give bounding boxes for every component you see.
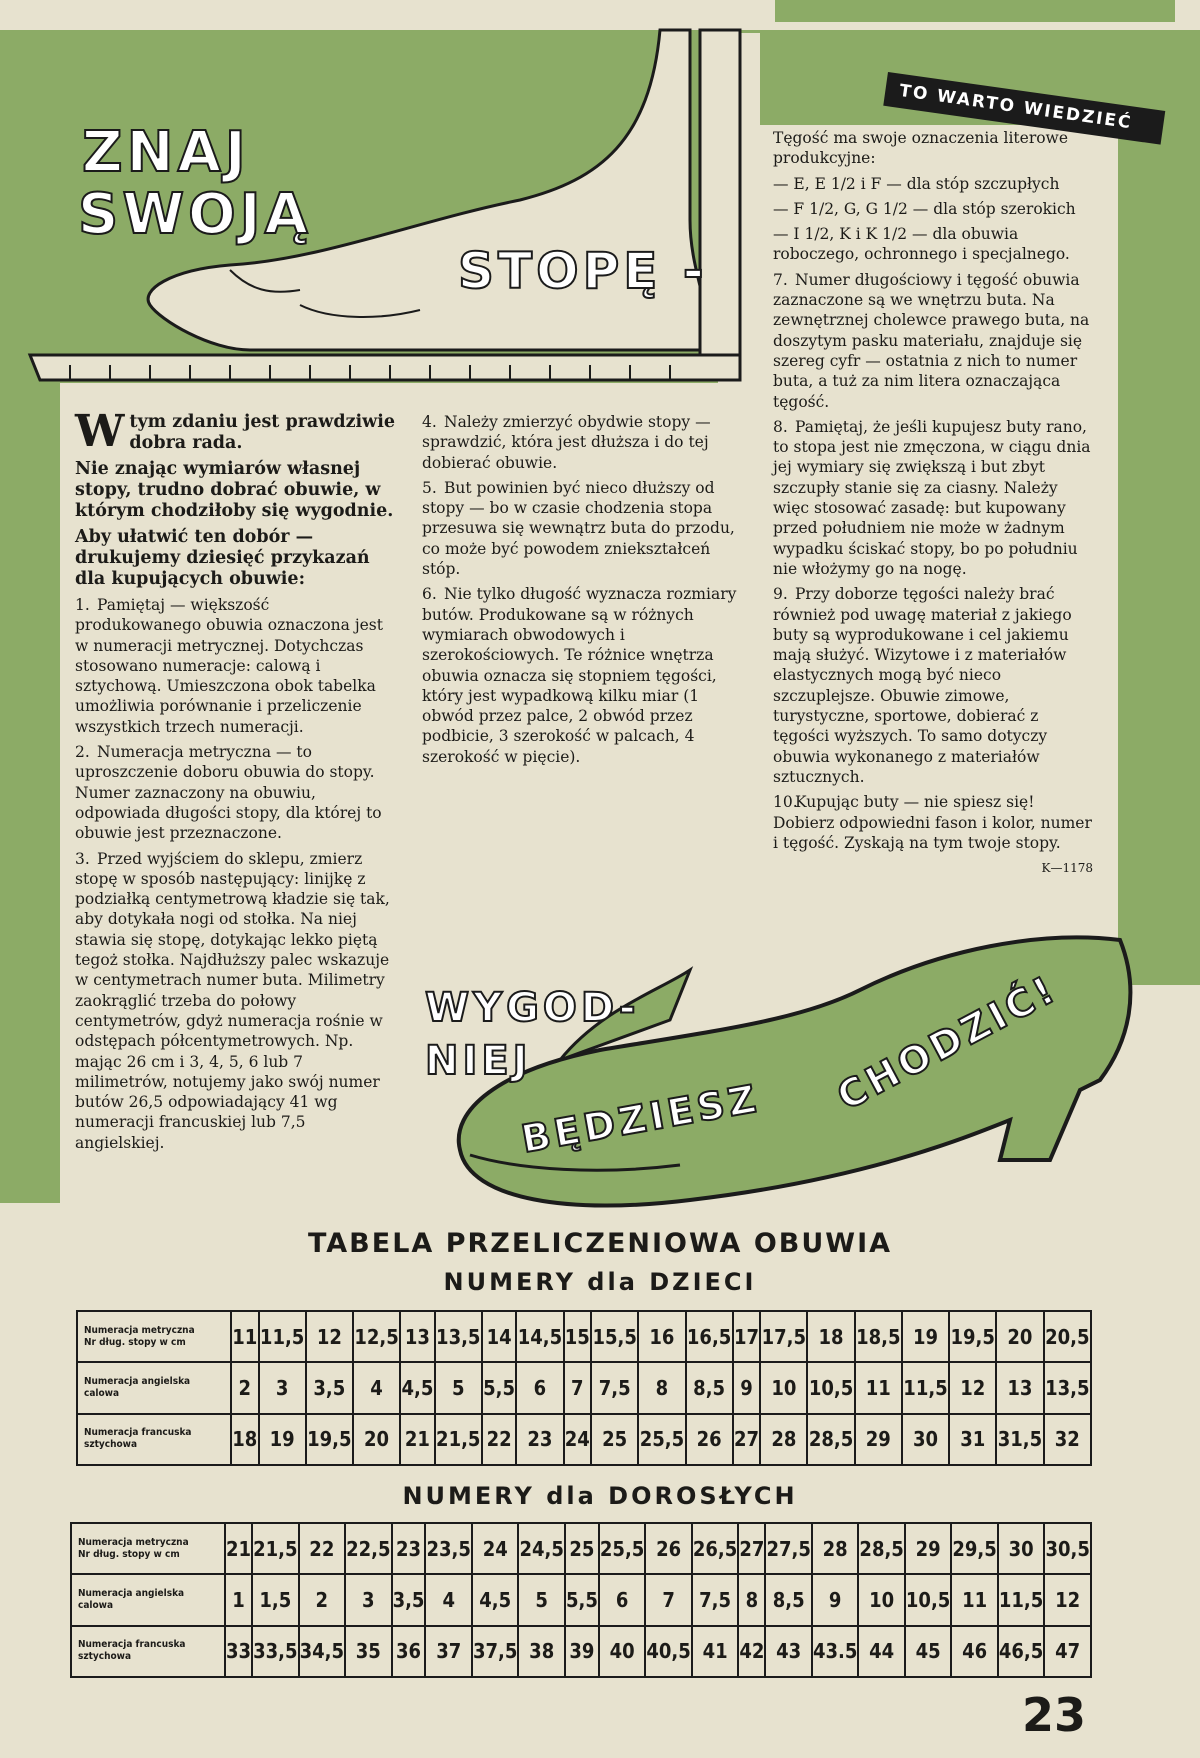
size-cell: 5,5 (565, 1574, 599, 1625)
size-cell: 13 (400, 1311, 434, 1362)
size-cell: 9 (812, 1574, 858, 1625)
title-stope: STOPĘ - (458, 242, 708, 300)
size-cell: 12 (949, 1362, 996, 1413)
size-cell: 11,5 (259, 1311, 306, 1362)
size-cell: 26 (686, 1414, 733, 1465)
size-cell: 29 (855, 1414, 902, 1465)
size-cell: 40,5 (645, 1626, 691, 1677)
title-wygod: WYGOD- (425, 985, 640, 1031)
size-cell: 24 (564, 1414, 592, 1465)
size-cell: 30 (998, 1523, 1044, 1574)
size-cell: 19,5 (306, 1414, 353, 1465)
size-cell: 3,5 (392, 1574, 426, 1625)
size-cell: 8,5 (686, 1362, 733, 1413)
size-cell: 35 (345, 1626, 391, 1677)
size-cell: 10,5 (905, 1574, 951, 1625)
size-cell: 10 (858, 1574, 904, 1625)
size-cell: 3 (345, 1574, 391, 1625)
row-label-line: Numeracja francuska (84, 1427, 192, 1439)
size-cell: 15 (564, 1311, 592, 1362)
size-cell: 14,5 (516, 1311, 563, 1362)
size-cell: 25 (565, 1523, 599, 1574)
row-label (77, 1362, 231, 1413)
size-cell: 7,5 (591, 1362, 638, 1413)
row-label-line: sztychowa (78, 1651, 132, 1663)
row-label (71, 1523, 225, 1574)
size-cell: 13,5 (435, 1311, 482, 1362)
size-cell: 9 (733, 1362, 761, 1413)
size-cell: 27 (733, 1414, 761, 1465)
size-cell: 29 (905, 1523, 951, 1574)
size-cell: 8 (738, 1574, 765, 1625)
size-cell: 4 (425, 1574, 471, 1625)
size-cell: 10,5 (807, 1362, 854, 1413)
kids-row (77, 1362, 1091, 1413)
size-cell: 7 (564, 1362, 592, 1413)
size-cell: 1 (225, 1574, 252, 1625)
size-cell: 31,5 (996, 1414, 1043, 1465)
adults-size-table (70, 1522, 1092, 1678)
row-label-line: Numeracja angielska (84, 1375, 191, 1387)
size-cell: 3 (259, 1362, 306, 1413)
size-cell: 19,5 (949, 1311, 996, 1362)
size-cell: 6 (599, 1574, 645, 1625)
title-swoja: SWOJĄ (78, 182, 312, 247)
size-cell: 22 (482, 1414, 516, 1465)
title-bedziesz: BĘDZIESZ (518, 1076, 764, 1162)
size-cell: 24,5 (518, 1523, 564, 1574)
size-cell: 32 (1044, 1414, 1091, 1465)
size-cell: 2 (299, 1574, 345, 1625)
text-column-3 (773, 128, 1093, 883)
signature: K—1178 (1041, 861, 1093, 876)
banner-text: TO WARTO WIEDZIEĆ (898, 80, 1134, 134)
left-margin-strip (0, 383, 60, 1203)
item-3: 3. Przed wyjściem do sklepu, zmierz stopę w sposób następujący: linijkę z podziałką centymetrową kładzie się tak, aby dotykała nogi od stołka. Na niej stawia się stopę, dotykając lekko piętą tegoż stołka. Najdłuższy palec wskazuje w centymetrach numer buta. Milimetry zaokrąglić trzeba do połowy centymetrów, gdyż numeracja rośnie w odstępach półcentymetrowych. Np. mając 26 cm i 3, 4, 5, 6 lub 7 milimetrów, notujemy jako swój numer butów 26,5 odpowiadający 41 wg numeracji francuskiej lub 7,5 angielskiej. (75, 849, 390, 1152)
page-number: 23 (1022, 1688, 1087, 1742)
size-cell: 26 (645, 1523, 691, 1574)
table-title: TABELA PRZELICZENIOWA OBUWIA (307, 1228, 893, 1259)
size-cell: 11 (855, 1362, 902, 1413)
size-cell: 11 (231, 1311, 259, 1362)
size-cell: 46,5 (998, 1626, 1044, 1677)
right-margin-strip (1118, 125, 1200, 985)
size-cell: 15,5 (591, 1311, 638, 1362)
size-cell: 5 (518, 1574, 564, 1625)
size-cell: 41 (692, 1626, 738, 1677)
row-label-line: Nr dług. stopy w cm (84, 1336, 186, 1348)
row-label-line: Numeracja angielska (78, 1587, 185, 1599)
row-label (71, 1574, 225, 1625)
size-cell: 27,5 (765, 1523, 811, 1574)
size-cell: 46 (951, 1626, 997, 1677)
row-label-line: Numeracja metryczna (84, 1324, 195, 1336)
size-cell: 45 (905, 1626, 951, 1677)
item-8: 8. Pamiętaj, że jeśli kupujesz buty rano, to stopa jest nie zmęczona, w ciągu dnia jej wymiary się zwiększą i but zbyt szczupły stanie się za ciasny. Należy więc stosować zasadę: but kupowany przed południem nie może w żadnym wypadku ściskać stopy, bo po południu nie włożymy go na nogę. (773, 417, 1091, 578)
size-cell: 6 (516, 1362, 563, 1413)
size-cell: 30 (902, 1414, 949, 1465)
item-6: 6. Nie tylko długość wyznacza rozmiary butów. Produkowane są w różnych wymiarach obwodowych i szerokościowych. Te różnice wnętrza obuwia oznacza się stopniem tęgości, który jest wypadkową kilku miar (1 obwód przez palce, 2 obwód przez podbicie, 3 szerokość w palcach, 4 szerokość w pięcie). (422, 585, 737, 766)
title-chodzic: CHODZIĆ! (830, 966, 1065, 1119)
size-cell: 4,5 (400, 1362, 434, 1413)
dropcap: W (75, 406, 125, 457)
size-cell: 21,5 (435, 1414, 482, 1465)
kids-size-table (76, 1310, 1092, 1466)
size-cell: 4 (353, 1362, 400, 1413)
size-cell: 18 (807, 1311, 854, 1362)
size-cell: 4,5 (472, 1574, 518, 1625)
size-cell: 20 (996, 1311, 1043, 1362)
size-cell: 43.5 (812, 1626, 858, 1677)
size-cell: 39 (565, 1626, 599, 1677)
row-label (77, 1414, 231, 1465)
size-cell: 20 (353, 1414, 400, 1465)
tegosc-f: — F 1/2, G, G 1/2 — dla stóp szerokich (773, 199, 1076, 218)
size-cell: 21 (225, 1523, 252, 1574)
adults-row (71, 1523, 1091, 1574)
size-cell: 29,5 (951, 1523, 997, 1574)
row-label-line: sztychowa (84, 1439, 138, 1451)
size-cell: 10 (760, 1362, 807, 1413)
row-label-line: Numeracja francuska (78, 1639, 186, 1651)
size-cell: 14 (482, 1311, 516, 1362)
size-cell: 17,5 (760, 1311, 807, 1362)
tegosc-i: — I 1/2, K i K 1/2 — dla obuwia roboczego, ochronnego i specjalnego. (773, 225, 1070, 264)
title-znaj: ZNAJ (82, 120, 250, 185)
size-cell: 7 (645, 1574, 691, 1625)
size-cell: 26,5 (692, 1523, 738, 1574)
text-column-2 (422, 412, 742, 772)
item-10: 10.Kupując buty — nie spiesz się! Dobierz odpowiedni fason i kolor, numer i tęgość. Zyskają na tym twoje stopy. (773, 793, 1092, 852)
row-label-line: calowa (78, 1599, 114, 1611)
size-cell: 30,5 (1044, 1523, 1091, 1574)
size-cell: 24 (472, 1523, 518, 1574)
item-9: 9. Przy doborze tęgości należy brać również pod uwagę materiał z jakiego buty są wyprodukowane i cel jakiemu mają służyć. Wizytowe i z materiałów elastycznych mogą być nieco szczuplejsze. Obuwie zimowe, turystyczne, sportowe, dobierać z tęgości wyższych. To samo dotyczy obuwia wykonanego z materiałów sztucznych. (773, 585, 1072, 786)
text-column-1 (75, 406, 396, 1158)
size-cell: 18 (231, 1414, 259, 1465)
size-cell: 43 (765, 1626, 811, 1677)
size-cell: 16 (638, 1311, 685, 1362)
size-cell: 28 (812, 1523, 858, 1574)
size-cell: 5 (435, 1362, 482, 1413)
size-cell: 22 (299, 1523, 345, 1574)
size-cell: 19 (259, 1414, 306, 1465)
size-cell: 25,5 (599, 1523, 645, 1574)
size-cell: 40 (599, 1626, 645, 1677)
tegosc-e: — E, E 1/2 i F — dla stóp szczupłych (773, 174, 1060, 193)
size-cell: 1,5 (252, 1574, 298, 1625)
size-cell: 7,5 (692, 1574, 738, 1625)
intro-p2: Nie znając wymiarów własnej stopy, trudno dobrać obuwie, w którym chodziłoby się wygodnie. (75, 459, 394, 521)
adults-heading: NUMERY dla DOROSŁYCH (402, 1482, 798, 1510)
size-cell: 20,5 (1044, 1311, 1091, 1362)
size-cell: 11,5 (902, 1362, 949, 1413)
size-cell: 8 (638, 1362, 685, 1413)
row-label (77, 1311, 231, 1362)
size-cell: 12,5 (353, 1311, 400, 1362)
size-cell: 37 (425, 1626, 471, 1677)
item-4: 4. Należy zmierzyć obydwie stopy — sprawdzić, która jest dłuższa i do tej dobierać obuwie. (422, 413, 711, 472)
size-cell: 18,5 (855, 1311, 902, 1362)
intro-lead: tym zdaniu jest prawdziwie dobra rada. (129, 412, 396, 453)
size-cell: 21,5 (252, 1523, 298, 1574)
kids-row (77, 1311, 1091, 1362)
row-label-line: Numeracja metryczna (78, 1536, 189, 1548)
item-1: 1. Pamiętaj — większość produkowanego obuwia oznaczona jest w numeracji metrycznej. Dotychczas stosowano numeracje: calową i sztychową. Umieszczona obok tabelka umożliwia porównanie i przeliczenie wszystkich trzech numeracji. (75, 596, 383, 736)
adults-row (71, 1574, 1091, 1625)
size-cell: 8,5 (765, 1574, 811, 1625)
size-cell: 25 (591, 1414, 638, 1465)
row-label (71, 1626, 225, 1677)
size-cell: 3,5 (306, 1362, 353, 1413)
size-cell: 23 (392, 1523, 426, 1574)
size-cell: 12 (306, 1311, 353, 1362)
size-cell: 34,5 (299, 1626, 345, 1677)
intro-p3: Aby ułatwić ten dobór — drukujemy dziesięć przykazań dla kupujących obuwie: (75, 527, 370, 589)
size-cell: 13,5 (1044, 1362, 1091, 1413)
size-cell: 28,5 (807, 1414, 854, 1465)
row-label-line: calowa (84, 1387, 120, 1399)
size-cell: 42 (738, 1626, 765, 1677)
item-7: 7. Numer długościowy i tęgość obuwia zaznaczone są we wnętrzu buta. Na zewnętrznej cholewce prawego buta, na doszytym pasku materiału, znajduje się szereg cyfr — ostatnia z nich to numer buta, a tuż za nim litera oznaczająca tęgość. (773, 270, 1090, 411)
size-cell: 47 (1044, 1626, 1091, 1677)
size-cell: 44 (858, 1626, 904, 1677)
size-cell: 19 (902, 1311, 949, 1362)
top-right-strip (775, 0, 1175, 22)
size-cell: 31 (949, 1414, 996, 1465)
size-cell: 12 (1044, 1574, 1091, 1625)
size-cell: 21 (400, 1414, 434, 1465)
size-cell: 33,5 (252, 1626, 298, 1677)
size-cell: 28 (760, 1414, 807, 1465)
size-cell: 16,5 (686, 1311, 733, 1362)
kids-row (77, 1414, 1091, 1465)
adults-row (71, 1626, 1091, 1677)
item-5: 5. But powinien być nieco dłuższy od stopy — bo w czasie chodzenia stopa przesuwa się wewnątrz buta do przodu, co może być powodem zniekształceń stóp. (422, 478, 735, 579)
size-cell: 33 (225, 1626, 252, 1677)
kids-heading: NUMERY dla DZIECI (443, 1268, 757, 1296)
item-2: 2. Numeracja metryczna — to uproszczenie doboru obuwia do stopy. Numer zaznaczony na obuwiu, odpowiada długości stopy, dla której to obuwie jest przeznaczone. (75, 743, 382, 843)
tegosc-intro: Tęgość ma swoje oznaczenia literowe produkcyjne: (773, 129, 1068, 168)
size-cell: 28,5 (858, 1523, 904, 1574)
shoe-illustration (440, 930, 1180, 1220)
size-cell: 5,5 (482, 1362, 516, 1413)
size-cell: 11 (951, 1574, 997, 1625)
size-cell: 22,5 (345, 1523, 391, 1574)
size-cell: 25,5 (638, 1414, 685, 1465)
title-niej: NIEJ (425, 1038, 532, 1084)
size-cell: 17 (733, 1311, 761, 1362)
size-cell: 27 (738, 1523, 765, 1574)
row-label-line: Nr dług. stopy w cm (78, 1548, 180, 1560)
size-cell: 13 (996, 1362, 1043, 1413)
size-cell: 11,5 (998, 1574, 1044, 1625)
size-cell: 37,5 (472, 1626, 518, 1677)
size-cell: 2 (231, 1362, 259, 1413)
size-cell: 36 (392, 1626, 426, 1677)
size-cell: 23 (516, 1414, 563, 1465)
size-cell: 38 (518, 1626, 564, 1677)
size-cell: 23,5 (425, 1523, 471, 1574)
